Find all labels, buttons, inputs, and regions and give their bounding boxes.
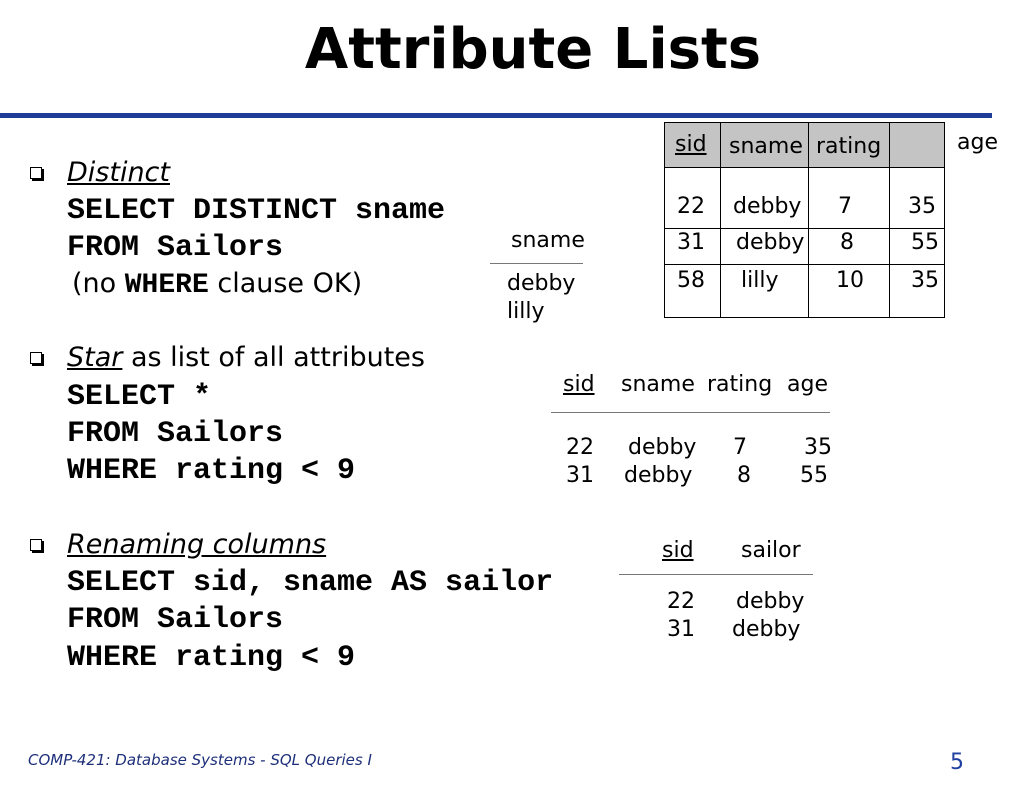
table-cell: 8 <box>840 230 854 255</box>
table-cell: lilly <box>741 268 779 293</box>
table-cell: debby <box>736 230 805 255</box>
star-result-cell: 31 <box>566 463 594 488</box>
distinct-note <box>72 270 362 300</box>
table-cell: debby <box>733 194 802 219</box>
title-rule <box>0 113 992 118</box>
star-result-header-sid: sid <box>563 372 595 397</box>
distinct-result-divider <box>490 263 583 264</box>
distinct-result-row: lilly <box>507 299 545 324</box>
distinct-result-header: sname <box>511 228 585 253</box>
star-result-header-rating: rating <box>707 372 773 397</box>
table-cell: 31 <box>677 230 705 255</box>
square-bullet-icon <box>30 352 42 364</box>
rename-result-cell: debby <box>732 617 801 642</box>
table-header-sname: sname <box>729 134 803 159</box>
table-header-sid: sid <box>675 132 707 157</box>
table-cell: 35 <box>911 268 939 293</box>
bullet-heading-keyword: Star <box>67 342 123 373</box>
table-cell: 22 <box>677 194 705 219</box>
code-line: SELECT sid, sname AS sailor <box>67 566 554 600</box>
star-result-cell: debby <box>628 435 697 460</box>
square-bullet-icon <box>30 167 42 179</box>
code-line: WHERE rating < 9 <box>67 454 356 488</box>
table-header-age: age <box>957 130 998 155</box>
table-column-divider <box>889 122 890 318</box>
table-cell: 7 <box>838 194 852 219</box>
table-column-divider <box>720 122 721 318</box>
bullet-heading-renaming: Renaming columns <box>67 529 327 560</box>
star-result-divider <box>551 412 830 413</box>
table-header-rating: rating <box>816 134 882 159</box>
table-row-divider <box>664 264 945 265</box>
table-cell: 55 <box>911 230 939 255</box>
code-line: WHERE rating < 9 <box>67 641 356 675</box>
star-result-cell: 35 <box>804 435 832 460</box>
star-result-cell: debby <box>624 463 693 488</box>
star-result-cell: 7 <box>733 435 747 460</box>
star-result-cell: 8 <box>737 463 751 488</box>
bullet-heading-star <box>67 344 425 371</box>
rename-result-header-sid: sid <box>662 538 694 563</box>
star-result-cell: 22 <box>566 435 594 460</box>
star-result-header-sname: sname <box>621 372 695 397</box>
table-column-divider <box>808 122 809 318</box>
rename-result-header-sailor: sailor <box>741 538 801 563</box>
table-cell: 10 <box>836 268 864 293</box>
table-cell: 35 <box>908 194 936 219</box>
bullet-heading-distinct: Distinct <box>67 157 170 188</box>
note-open: (no <box>72 268 125 299</box>
bullet-heading-suffix: as list of all attributes <box>122 342 425 373</box>
table-row-divider <box>664 167 945 168</box>
star-result-header-age: age <box>787 372 828 397</box>
note-close: clause OK) <box>208 268 363 299</box>
table-row-divider <box>664 228 945 229</box>
code-line: FROM Sailors <box>67 603 284 637</box>
footer-course: COMP-421: Database Systems - SQL Queries I <box>28 751 372 769</box>
square-bullet-icon <box>30 539 42 551</box>
rename-result-cell: 31 <box>667 617 695 642</box>
note-keyword: WHERE <box>124 270 209 301</box>
rename-result-cell: debby <box>736 589 805 614</box>
star-result-cell: 55 <box>800 463 828 488</box>
rename-result-cell: 22 <box>667 589 695 614</box>
code-line: FROM Sailors <box>67 417 284 451</box>
table-cell: 58 <box>677 268 705 293</box>
code-line: SELECT DISTINCT sname <box>67 194 446 228</box>
slide-title: Attribute Lists <box>304 17 762 82</box>
code-line: FROM Sailors <box>67 231 284 265</box>
distinct-result-row: debby <box>507 271 576 296</box>
rename-result-divider <box>619 574 813 575</box>
page-number: 5 <box>950 750 964 775</box>
code-line: SELECT * <box>67 380 212 414</box>
